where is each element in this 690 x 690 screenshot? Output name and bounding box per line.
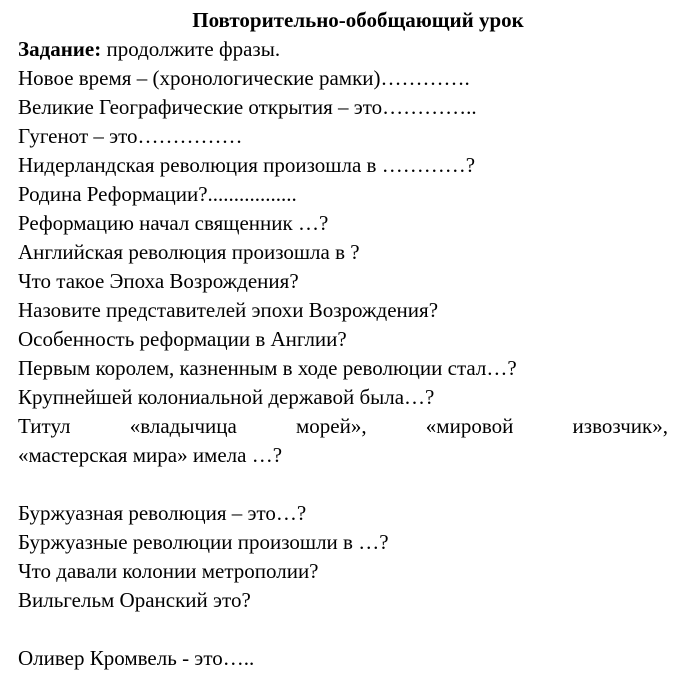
page-title: Повторительно-обобщающий урок xyxy=(192,8,524,32)
question-line: Нидерландская революция произошла в …………? xyxy=(18,153,476,177)
task-text: продолжите фразы. xyxy=(101,37,281,61)
question-line: Назовите представителей эпохи Возрождения? xyxy=(18,298,439,322)
question-line: Родина Реформации?................. xyxy=(18,182,297,206)
task-instruction xyxy=(18,35,668,64)
question-line: Буржуазная революция – это…? xyxy=(18,501,307,525)
question-line: Вильгельм Оранский это? xyxy=(18,588,251,612)
question-line: Буржуазные революции произошли в …? xyxy=(18,530,389,554)
question-line: Особенность реформации в Англии? xyxy=(18,327,347,351)
question-line: Что такое Эпоха Возрождения? xyxy=(18,269,299,293)
blank-line xyxy=(18,470,668,499)
worksheet-page xyxy=(18,6,668,673)
blank-line xyxy=(18,615,668,644)
question-line: Английская революция произошла в ? xyxy=(18,240,360,264)
question-long-line: Титул «владычица морей», «мировой извозчик», xyxy=(18,414,668,438)
question-line: Новое время – (хронологические рамки)…………. xyxy=(18,66,470,90)
question-line: Первым королем, казненным в ходе революции стал…? xyxy=(18,356,517,380)
question-long-line-continued: «мастерская мира» имела …? xyxy=(18,443,283,467)
question-line: Что давали колонии метрополии? xyxy=(18,559,319,583)
question-line: Великие Географические открытия – это………….. xyxy=(18,95,477,119)
question-line: Гугенот – это…………… xyxy=(18,124,243,148)
question-line-last: Оливер Кромвель - это….. xyxy=(18,646,255,670)
task-label: Задание: xyxy=(18,37,102,61)
question-line: Реформацию начал священник …? xyxy=(18,211,329,235)
question-line: Крупнейшей колониальной державой была…? xyxy=(18,385,435,409)
